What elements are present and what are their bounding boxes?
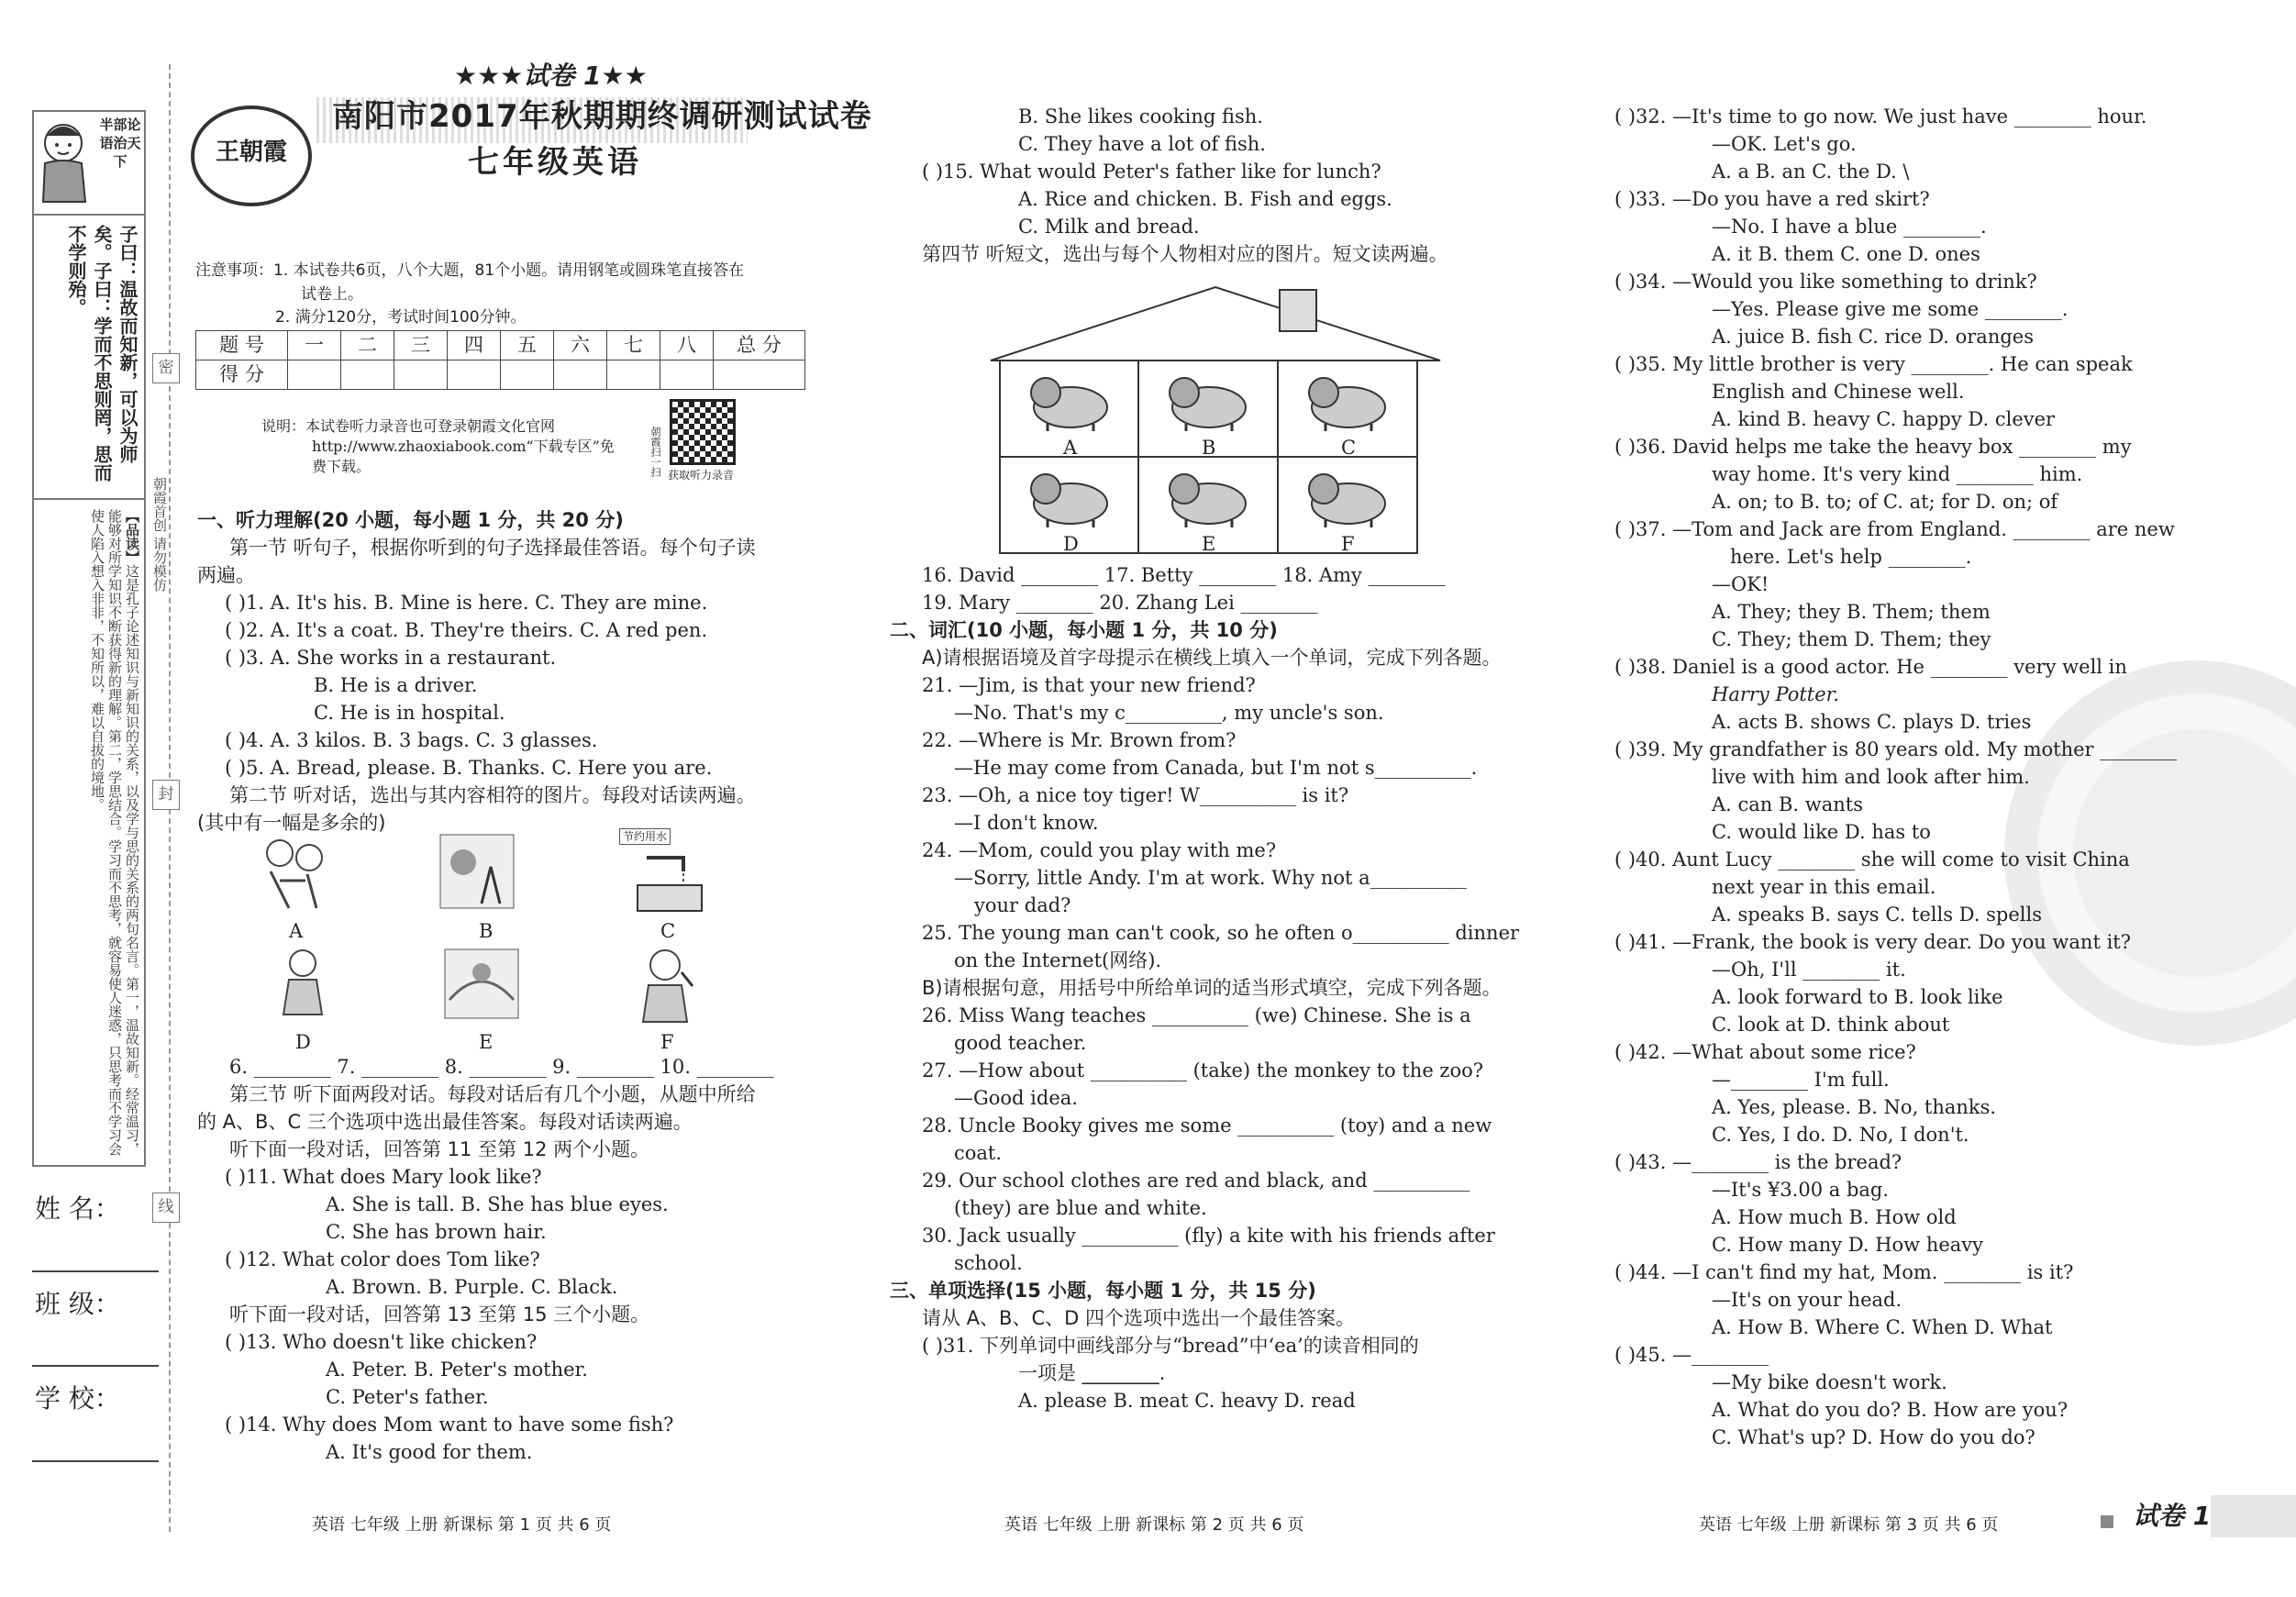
page2-line: —I don't know. <box>954 812 1099 834</box>
page1-line: 的 A、B、C 三个选项中选出最佳答案。每段对话读两遍。 <box>197 1111 693 1133</box>
footer-square-icon <box>2101 1515 2113 1528</box>
page3-line: A. How B. Where C. When D. What <box>1712 1316 2053 1338</box>
footer-tag: 试卷 1 <box>2133 1501 2212 1531</box>
page1-line: 一、听力理解(20 小题，每小题 1 分，共 20 分) <box>197 509 624 531</box>
page3-line: A. acts B. shows C. plays D. tries <box>1712 711 2032 733</box>
page3-line: A. a B. an C. the D. \ <box>1712 161 1910 183</box>
page1-line: 第二节 听对话，选出与其内容相符的图片。每段对话读两遍。 <box>229 784 756 806</box>
footer-page2: 英语 七年级 上册 新课标 第 2 页 共 6 页 <box>1004 1515 1304 1535</box>
page3-line: English and Chinese well. <box>1712 381 1965 403</box>
page1-line: ( )12. What color does Tom like? <box>225 1248 540 1270</box>
page3-line: next year in this email. <box>1712 876 1936 898</box>
page1-line: C. She has brown hair. <box>326 1221 547 1243</box>
page3-line: A. look forward to B. look like <box>1712 986 2003 1008</box>
page3-line: A. can B. wants <box>1712 793 1864 815</box>
notes-line2: 2. 满分120分，考试时间100分钟。 <box>275 308 527 327</box>
score-label: 得 分 <box>196 360 288 390</box>
page2-line: good teacher. <box>954 1032 1087 1054</box>
page1-line: 第三节 听下面两段对话。每段对话后有几个小题，从题中所给 <box>229 1083 756 1105</box>
score-col: 四 <box>448 331 501 360</box>
page2-line: C. Milk and bread. <box>1018 216 1200 238</box>
page2-line: 二、词汇(10 小题，每小题 1 分，共 10 分) <box>890 619 1278 641</box>
page2-line: coat. <box>954 1142 1003 1164</box>
school-field[interactable] <box>32 1460 159 1462</box>
pic-label-f: F <box>660 1031 674 1053</box>
page3-line: —Oh, I'll ________ it. <box>1712 959 1906 981</box>
qr-code-icon[interactable] <box>670 399 736 465</box>
page2-line: your dad? <box>974 894 1071 916</box>
page3-line: C. How many D. How heavy <box>1712 1234 1984 1256</box>
page3-line: A. What do you do? B. How are you? <box>1712 1399 2069 1421</box>
monkey-icon <box>1298 369 1399 433</box>
page2-line: 27. —How about __________ (take) the monkey to the zoo? <box>922 1059 1484 1081</box>
score-total: 总 分 <box>714 331 805 360</box>
pic-label-e: E <box>479 1031 494 1053</box>
school-label: 学 校： <box>35 1383 120 1414</box>
original-note: 朝霞首创 请勿模仿 <box>151 477 168 592</box>
page1-line: ( )3. A. She works in a restaurant. <box>225 647 557 669</box>
page3-line: —________ I'm full. <box>1712 1069 1890 1091</box>
garden-scene-icon <box>440 945 523 1023</box>
score-cell[interactable] <box>714 360 805 390</box>
page2-line: 28. Uncle Booky gives me some __________ (toy) and a new <box>922 1115 1492 1137</box>
page1-line: 听下面一段对话，回答第 13 至第 15 三个小题。 <box>229 1303 650 1325</box>
page3-line: C. What's up? D. How do you do? <box>1712 1426 2035 1448</box>
kids-playing-icon <box>252 830 335 913</box>
page3-line: —No. I have a blue ________. <box>1712 216 1987 238</box>
animal-label: F <box>1341 533 1355 555</box>
page1-line: 第一节 听句子，根据你听到的句子选择最佳答语。每个句子读 <box>229 537 756 559</box>
score-row-values <box>196 360 805 390</box>
page2-line: ( )31. 下列单词中画线部分与“bread”中‘ea’的读音相同的 <box>922 1335 1419 1357</box>
page2-line: 19. Mary ________ 20. Zhang Lei ________ <box>922 592 1318 614</box>
score-cell[interactable] <box>394 360 448 390</box>
page1-line: ( )14. Why does Mom want to have some fish? <box>225 1414 674 1436</box>
page2-line: —Sorry, little Andy. I'm at work. Why not a__________ <box>954 867 1467 889</box>
page2-line: 22. —Where is Mr. Brown from? <box>922 729 1237 751</box>
pic-label-d: D <box>295 1031 311 1053</box>
page2-line: 24. —Mom, could you play with me? <box>922 839 1277 861</box>
dialog-pictures <box>243 830 720 1053</box>
animal-label: A <box>1063 437 1078 459</box>
page2-line: —He may come from Canada, but I'm not s__________. <box>954 757 1478 779</box>
page2-line: 一项是 ________. <box>1018 1362 1166 1384</box>
score-col: 六 <box>554 331 607 360</box>
page1-line: 两遍。 <box>197 564 255 586</box>
page3-line: ( )33. —Do you have a red skirt? <box>1614 188 1930 210</box>
score-col: 二 <box>341 331 394 360</box>
page2-line: on the Internet(网络). <box>954 949 1162 971</box>
page3-line: ( )44. —I can't find my hat, Mom. ________ is it? <box>1614 1261 2074 1283</box>
page3-line: ( )32. —It's time to go now. We just have ________ hour. <box>1614 105 2147 128</box>
publisher-logo <box>191 105 312 206</box>
score-cell[interactable] <box>448 360 501 390</box>
audio-note-2: http://www.zhaoxiabook.com“下载专区”免 <box>312 438 615 455</box>
page3-line: ( )43. —________ is the bread? <box>1614 1151 1902 1173</box>
page3-line: —Yes. Please give me some ________. <box>1712 298 2069 320</box>
page2-line: 第四节 听短文，选出与每个人物相对应的图片。短文读两遍。 <box>922 243 1448 265</box>
page2-line: 30. Jack usually __________ (fly) a kite with his friends after <box>922 1225 1495 1247</box>
save-water-sign: 节约用水 <box>619 828 671 845</box>
page1-line: ( )1. A. It's his. B. Mine is here. C. They are mine. <box>225 592 708 614</box>
water-tap-icon <box>628 844 711 913</box>
reading-commentary <box>32 502 146 1165</box>
score-col: 五 <box>501 331 554 360</box>
animal-label: D <box>1063 533 1079 555</box>
footer-page1: 英语 七年级 上册 新课标 第 1 页 共 6 页 <box>312 1515 612 1535</box>
page1-line: (其中有一幅是多余的) <box>197 812 386 834</box>
page3-line: ( )45. —________ <box>1614 1344 1769 1366</box>
page2-line: A)请根据语境及首字母提示在横线上填入一个单词，完成下列各题。 <box>922 647 1502 669</box>
class-field[interactable] <box>32 1365 159 1367</box>
page2-line: school. <box>954 1252 1023 1274</box>
page2-line: 23. —Oh, a nice toy tiger! W__________ is it? <box>922 784 1349 806</box>
footer-bar <box>2211 1495 2296 1537</box>
page3-line: Harry Potter. <box>1712 683 1840 705</box>
page3-line: —OK. Let's go. <box>1712 133 1857 155</box>
page3-line: C. Yes, I do. D. No, I don't. <box>1712 1124 1969 1146</box>
panda-icon <box>1159 369 1259 433</box>
scholar-boy-icon <box>36 117 94 207</box>
score-cell[interactable] <box>501 360 554 390</box>
page1-line: B. He is a driver. <box>314 674 478 696</box>
animal-label: E <box>1202 533 1216 555</box>
girl-icon <box>271 945 335 1027</box>
page2-line: 16. David ________ 17. Betty ________ 18. Amy ________ <box>922 564 1446 586</box>
page1-line: ( )2. A. It's a coat. B. They're theirs. C. A red pen. <box>225 619 708 641</box>
motto-text: 半部论语治天下 <box>99 116 141 170</box>
score-cell[interactable] <box>607 360 660 390</box>
pic-label-c: C <box>660 920 676 942</box>
page2-line: A. Rice and chicken. B. Fish and eggs. <box>1018 188 1392 210</box>
page2-line: A. please B. meat C. heavy D. read <box>1018 1390 1356 1412</box>
page3-line: ( )35. My little brother is very ________. He can speak <box>1614 353 2133 375</box>
page3-line: ( )39. My grandfather is 80 years old. My mother ________ <box>1614 738 2178 760</box>
audio-note-1: 说明：本试卷听力录音也可登录朝霞文化官网 <box>261 417 556 435</box>
page2-line: B)请根据句意，用括号中所给单词的适当形式填空，完成下列各题。 <box>922 977 1502 999</box>
name-label: 姓 名： <box>35 1193 120 1224</box>
tiger-icon <box>1159 465 1259 529</box>
page3-line: here. Let's help ________. <box>1730 546 1972 568</box>
score-cell[interactable] <box>288 360 341 390</box>
page3-line: A. How much B. How old <box>1712 1206 1957 1228</box>
pic-label-a: A <box>289 920 304 942</box>
exam-title: 南阳市2017年秋期期终调研测试试卷 <box>332 98 872 135</box>
score-col: 七 <box>607 331 660 360</box>
page1-line: A. Peter. B. Peter's mother. <box>326 1359 588 1381</box>
page3-line: —It's on your head. <box>1712 1289 1902 1311</box>
page2-line: 21. —Jim, is that your new friend? <box>922 674 1256 696</box>
page2-line: —Good idea. <box>954 1087 1078 1109</box>
footer-page3: 英语 七年级 上册 新课标 第 3 页 共 6 页 <box>1699 1515 1999 1535</box>
page3-line: A. juice B. fish C. rice D. oranges <box>1712 326 2035 348</box>
audio-note-3: 费下载。 <box>312 458 372 475</box>
page3-line: way home. It's very kind ________ him. <box>1712 463 2083 485</box>
page1-line: C. Peter's father. <box>326 1386 489 1408</box>
score-head: 题 号 <box>196 331 288 360</box>
page3-line: ( )40. Aunt Lucy ________ she will come to visit China <box>1614 848 2130 871</box>
page2-line: 25. The young man can't cook, so he often o__________ dinner <box>922 922 1520 944</box>
score-cell[interactable] <box>554 360 607 390</box>
page3-line: live with him and look after him. <box>1712 766 2030 788</box>
page1-line: A. It's good for them. <box>326 1441 533 1463</box>
page3-line: A. They; they B. Them; them <box>1712 601 1991 623</box>
lion-icon <box>1020 369 1121 433</box>
page3-line: C. would like D. has to <box>1712 821 1931 843</box>
girl-singing-icon <box>628 945 702 1027</box>
elephant-icon <box>1020 465 1121 529</box>
page3-line: —My bike doesn't work. <box>1712 1371 1947 1393</box>
paper-number: ★★★试卷 1★★ <box>454 61 648 91</box>
score-row-header <box>196 331 805 360</box>
page2-line: 请从 A、B、C、D 四个选项中选出一个最佳答案。 <box>922 1307 1355 1329</box>
qr-caption: 获取听力录音 <box>668 469 735 482</box>
page1-line: A. She is tall. B. She has blue eyes. <box>326 1193 669 1215</box>
score-col: 一 <box>288 331 341 360</box>
page3-line: ( )38. Daniel is a good actor. He ________ very well in <box>1614 656 2127 678</box>
page2-line: 26. Miss Wang teaches __________ (we) Chinese. She is a <box>922 1004 1471 1026</box>
reading-label: 【品读】 <box>124 509 140 564</box>
page1-line: ( )13. Who doesn't like chicken? <box>225 1331 538 1353</box>
class-label: 班 级： <box>35 1289 120 1319</box>
page3-line: A. speaks B. says C. tells D. spells <box>1712 904 2042 926</box>
page2-line: —No. That's my c__________, my uncle's son. <box>954 702 1384 724</box>
name-field[interactable] <box>32 1270 159 1272</box>
page1-line: ( )5. A. Bread, please. B. Thanks. C. Here you are. <box>225 757 713 779</box>
page2-line: B. She likes cooking fish. <box>1018 105 1263 128</box>
seal-char-mi: 密 <box>152 353 180 383</box>
score-col: 八 <box>660 331 714 360</box>
page3-line: ( )42. —What about some rice? <box>1614 1041 1916 1063</box>
page1-line: A. Brown. B. Purple. C. Black. <box>326 1276 618 1298</box>
confucius-quote: 子曰：温故而知新，可以为师矣。子曰：学而不思则罔，思而不学则殆。 <box>32 216 146 500</box>
park-scene-icon <box>436 830 518 913</box>
score-cell[interactable] <box>660 360 714 390</box>
page3-line: ( )34. —Would you like something to drink? <box>1614 271 2037 293</box>
qr-side-label: 朝霞扫一扫 <box>649 427 661 477</box>
page1-line: C. He is in hospital. <box>314 702 505 724</box>
sidebar <box>0 0 174 1597</box>
page3-line: C. look at D. think about <box>1712 1014 1950 1036</box>
page3-line: A. on; to B. to; of C. at; for D. on; of <box>1712 491 2058 513</box>
page2-line: 三、单项选择(15 小题，每小题 1 分，共 15 分) <box>890 1280 1316 1302</box>
page3-line: —OK! <box>1712 573 1769 595</box>
seal-char-feng: 封 <box>152 780 180 810</box>
score-table <box>195 330 805 390</box>
page1-line: 听下面一段对话，回答第 11 至第 12 两个小题。 <box>229 1138 650 1160</box>
page3-line: ( )37. —Tom and Jack are from England. ________ are new <box>1614 518 2175 540</box>
score-cell[interactable] <box>341 360 394 390</box>
page3-line: ( )41. —Frank, the book is very dear. Do you want it? <box>1614 931 2131 953</box>
page3-line: A. it B. them C. one D. ones <box>1712 243 1980 265</box>
seal-char-xian: 线 <box>152 1192 180 1223</box>
page2-line: C. They have a lot of fish. <box>1018 133 1266 155</box>
page2-line: ( )15. What would Peter's father like for lunch? <box>922 161 1381 183</box>
motto-stamp <box>32 110 146 216</box>
exam-subtitle: 七年级英语 <box>468 144 642 181</box>
page3-line: ( )36. David helps me take the heavy box ________ my <box>1614 436 2132 458</box>
page1-line: ( )4. A. 3 kilos. B. 3 bags. C. 3 glasses. <box>225 729 598 751</box>
pic-label-b: B <box>479 920 494 942</box>
dog-icon <box>1298 465 1399 529</box>
page1-line: ( )11. What does Mary look like? <box>225 1166 542 1188</box>
page3-line: A. Yes, please. B. No, thanks. <box>1712 1096 1997 1118</box>
notes-line1: 注意事项：1. 本试卷共6页，八个大题，81个小题。请用钢笔或圆珠笔直接答在 <box>195 261 745 280</box>
page3-line: C. They; them D. Them; they <box>1712 628 1991 650</box>
logo-text: 王朝霞 <box>215 139 287 166</box>
reading-text: 这是孔子论述知识与新知识的关系，以及学与思的关系的两句名言。第一，温故知新。经常温习，能够对所学知识不断获得新的理解。第二，学思结合。学习而不思考，就容易使人迷惑，只思考而不学习会使人陷入想入非非，不知所以，难以自拔的境地。 <box>89 509 140 1156</box>
page2-line: 29. Our school clothes are red and black, and __________ <box>922 1170 1470 1192</box>
answer-blanks-6-10[interactable]: 6. ________ 7. ________ 8. ________ 9. ________ 10. ________ <box>229 1056 774 1078</box>
page3-line: A. kind B. heavy C. happy D. clever <box>1712 408 2056 430</box>
page2-line: (they) are blue and white. <box>954 1197 1207 1219</box>
page3-line: —It's ¥3.00 a bag. <box>1712 1179 1890 1201</box>
animal-label: C <box>1341 437 1357 459</box>
notes-line1b: 试卷上。 <box>301 285 363 304</box>
score-col: 三 <box>394 331 448 360</box>
animal-label: B <box>1202 437 1216 459</box>
